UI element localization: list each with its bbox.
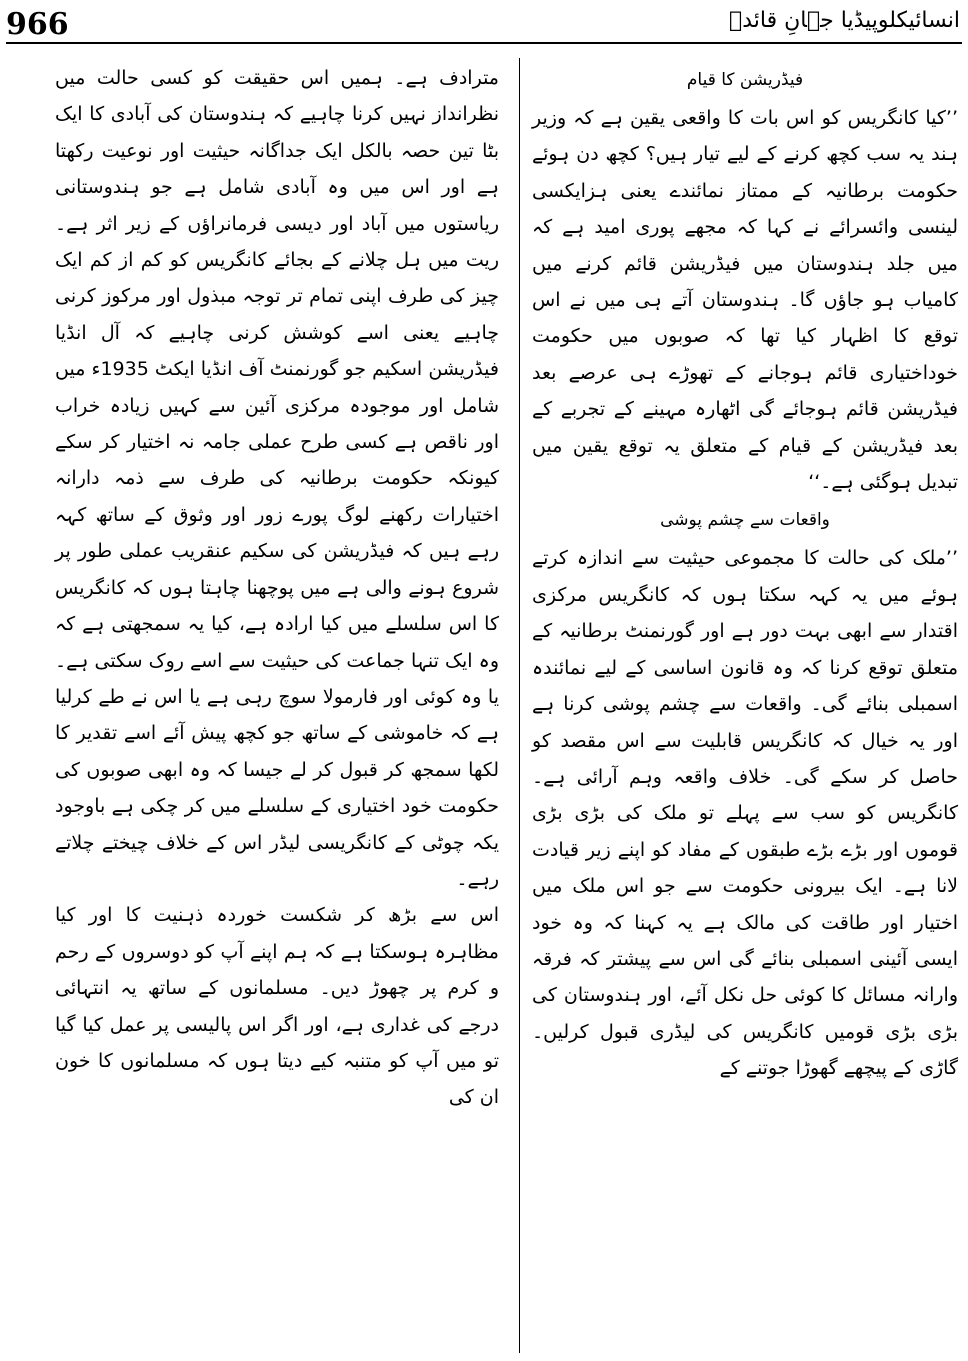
quote-paragraph-ignoring-facts: ’’ملک کی حالت کا مجموعی حیثیت سے اندازہ کرتے ہوئے میں یہ کہہ سکتا ہوں کہ کانگریس مرکزی اقتدار سے ابھی بہت دور ہے اور گورنمنٹ برطانیہ کے متعلق توقع کرنا کہ وہ قانون اساسی کے لیے نمائندہ اسمبلی بنائے گی۔ واقعات سے چشم پوشی کرنا ہے اور یہ خیال کہ کانگریس قابلیت سے اس مقصد کو حاصل کر سکے گی۔ خلاف واقعہ وہم آرائی ہے۔ کانگریس کو سب سے پہلے تو ملک کی بڑی بڑی قوموں اور بڑے بڑے طبقوں کے مفاد کو اپنے زیر قیادت لانا ہے۔ ایک بیرونی حکومت سے جو اس ملک میں اختیار اور طاقت کی مالک ہے یہ کہنا کہ وہ خود ایسی آئینی اسمبلی بنائے گی اس سے پیشتر کہ فرقہ وارانہ مسائل کا کوئی حل نکل آئے، اور ہندوستان کی بڑی بڑی قومیں کانگریس کی لیڈری قبول کرلیں۔ گاڑی کے پیچھے گھوڑا جوتنے کے [532,547,958,1080]
section-heading-federation: فیڈریشن کا قیام [686,70,804,90]
right-column [532,60,958,1087]
body-paragraph-2: اس سے بڑھ کر شکست خوردہ ذہنیت کا اور کیا مظاہرہ ہوسکتا ہے کہ ہم اپنے آپ کو دوسروں کے رحم و کرم پر چھوڑ دیں۔ مسلمانوں کے ساتھ یہ انتہائی درجے کی غداری ہے، اور اگر اس پالیسی پر عمل کیا گیا تو میں آپ کو متنبہ کیے دیتا ہوں کہ مسلمانوں کا خون ان کی [55,904,499,1109]
page-header [0,0,968,46]
page-number: 966 [6,7,69,42]
body-paragraph-1: مترادف ہے۔ ہمیں اس حقیقت کو کسی حالت میں نظرانداز نہیں کرنا چاہیے کہ ہندوستان کی آبادی کا ایک بٹا تین حصہ بالکل ایک جداگانہ حیثیت اور نوعیت رکھتا ہے اور اس میں وہ آبادی شامل ہے جو ہندوستانی ریاستوں میں آباد اور دیسی فرمانراؤں کے زیر اثر ہے۔ ریت میں ہل چلانے کے بجائے کانگریس کو کم از کم ایک چیز کی طرف اپنی تمام تر توجہ مبذول اور مرکوز کرنی چاہیے یعنی اسے کوشش کرنی چاہیے کہ آل انڈیا فیڈریشن اسکیم جو گورنمنٹ آف انڈیا ایکٹ 1935ء میں شامل اور موجودہ مرکزی آئین سے کہیں زیادہ خراب اور ناقص ہے کسی طرح عملی جامہ نہ اختیار کر سکے کیونکہ حکومت برطانیہ کی طرف سے ذمہ دارانہ اختیارات رکھنے لوگ پورے زور اور وثوق کے ساتھ کہہ رہے ہیں کہ فیڈریشن کی سکیم عنقریب عملی طور پر شروع ہونے والی ہے میں پوچھنا چاہتا ہوں کہ کانگریس کا اس سلسلے میں کیا ارادہ ہے، کیا یہ سمجھتی ہے کہ وہ ایک تنہا جماعت کی حیثیت سے اسے روک سکتی ہے۔ یا وہ کوئی اور فارمولا سوچ رہی ہے یا اس نے طے کرلیا ہے کہ خاموشی کے ساتھ جو کچھ پیش آئے اسے تقدیر کا لکھا سمجھ کر قبول کر لے جیسا کہ وہ ابھی صوبوں کی حکومت خود اختیاری کے سلسلے میں کر چکی ہے باوجود یکہ چوٹی کے کانگریسی لیڈر اس کے خلاف چیختے چلاتے رہے۔ [55,67,499,890]
book-title: انسائیکلوپیڈیا جہانِ قائدؒ [729,8,960,33]
section-heading-ignoring-facts: واقعات سے چشم پوشی [660,510,830,531]
column-divider [519,58,520,1353]
header-rule [6,42,962,44]
quote-paragraph-federation: ’’کیا کانگریس کو اس بات کا واقعی یقین ہے کہ وزیر ہند یہ سب کچھ کرنے کے لیے تیار ہیں؟ کچھ دن ہوئے حکومت برطانیہ کے ممتاز نمائندے یعنی ہزایکسی لینسی وائسرائے نے کہا کہ مجھے پوری امید ہے کہ میں جلد ہندوستان میں فیڈریشن قائم کرنے میں کامیاب ہو جاؤں گا۔ ہندوستان آتے ہی میں نے اس توقع کا اظہار کیا تھا کہ صوبوں میں حکومت خوداختیاری قائم ہوجانے کے تھوڑے ہی عرصے بعد فیڈریشن قائم ہوجائے گی اٹھارہ مہینے کے تجربے کے بعد فیڈریشن کے قیام کے متعلق یہ توقع یقین میں تبدیل ہوگئی ہے۔‘‘ [532,107,958,494]
left-column [55,60,499,1116]
